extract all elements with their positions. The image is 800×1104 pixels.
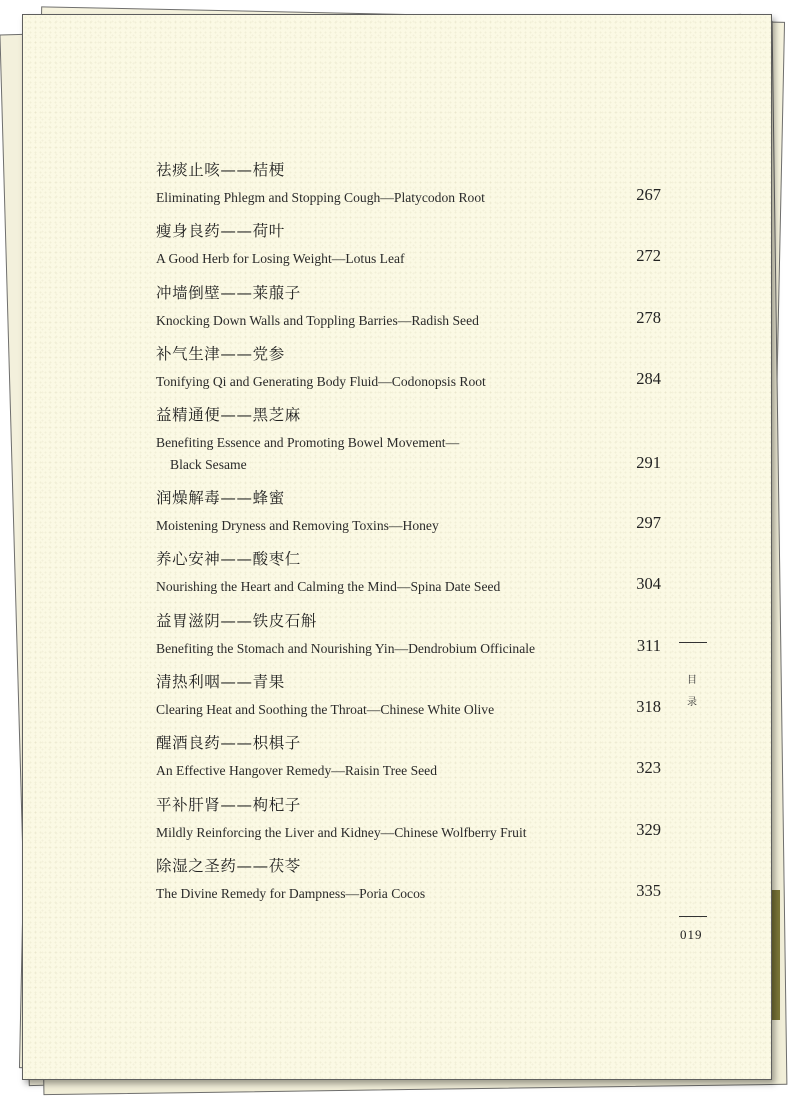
entry-page-number: 284 — [636, 368, 661, 388]
entry-title-zh: 平补肝肾——枸杞子 — [156, 795, 301, 814]
entry-page-number: 311 — [636, 635, 661, 655]
side-rule-top — [679, 642, 707, 643]
toc-entry[interactable] — [156, 342, 661, 403]
entry-page-number: 291 — [636, 453, 661, 473]
entry-title-zh: 醒酒良药——枳椇子 — [156, 734, 301, 753]
entry-title-en — [156, 432, 606, 476]
entry-page-number: 267 — [636, 185, 661, 204]
entry-title-en-continuation: Black Sesame — [170, 457, 247, 473]
entry-title-zh: 益胃滋阴——铁皮石斛 — [156, 611, 318, 630]
toc-entry[interactable] — [156, 219, 661, 280]
side-label-char: 目 — [687, 675, 697, 686]
entry-title-en: Nourishing the Heart and Calming the Mind—Spina Date Seed — [156, 579, 501, 595]
entry-page-number: 272 — [636, 246, 661, 266]
entry-title-zh: 清热利咽——青果 — [156, 673, 285, 692]
entry-title-en: Mildly Reinforcing the Liver and Kidney—Chinese Wolfberry Fruit — [156, 824, 527, 840]
toc-list — [156, 158, 661, 915]
toc-entry[interactable] — [156, 609, 661, 670]
entry-title-zh: 除湿之圣药——茯苓 — [156, 856, 301, 875]
entry-title-en: A Good Herb for Losing Weight—Lotus Leaf — [156, 251, 405, 267]
toc-entry[interactable] — [156, 793, 661, 854]
entry-title-zh: 益精通便——黑芝麻 — [156, 406, 301, 425]
entry-page-number: 278 — [636, 307, 661, 327]
entry-page-number: 304 — [636, 574, 661, 594]
contents-page — [22, 14, 772, 1080]
entry-title-zh: 祛痰止咳——桔梗 — [156, 161, 285, 179]
entry-page-number: 318 — [636, 697, 661, 717]
toc-entry[interactable] — [156, 403, 661, 486]
toc-entry[interactable] — [156, 731, 661, 792]
entry-title-en: Benefiting the Stomach and Nourishing Yin—Dendrobium Officinale — [156, 640, 536, 656]
entry-page-number: 297 — [636, 513, 661, 533]
entry-title-en: An Effective Hangover Remedy—Raisin Tree Seed — [156, 763, 438, 779]
toc-entry[interactable] — [156, 281, 661, 342]
entry-title-en: The Divine Remedy for Dampness—Poria Cocos — [156, 885, 426, 901]
entry-title-zh: 冲墙倒壁——莱菔子 — [156, 283, 301, 302]
entry-title-en: Knocking Down Walls and Toppling Barries—Radish Seed — [156, 312, 479, 328]
entry-page-number: 329 — [636, 819, 661, 839]
page-folio: 019 — [680, 927, 703, 942]
toc-entry[interactable] — [156, 486, 661, 547]
toc-entry[interactable] — [156, 547, 661, 608]
entry-title-en-line: Benefiting Essence and Promoting Bowel Movement— — [156, 435, 460, 451]
toc-entry[interactable] — [156, 158, 661, 219]
entry-title-en: Tonifying Qi and Generating Body Fluid—Codonopsis Root — [156, 373, 486, 389]
folio-rule — [679, 916, 707, 917]
toc-entry[interactable] — [156, 670, 661, 731]
entry-page-number: 323 — [636, 758, 661, 778]
entry-title-en: Clearing Heat and Soothing the Throat—Chinese White Olive — [156, 702, 495, 718]
toc-entry[interactable] — [156, 854, 661, 915]
entry-title-zh: 瘦身良药——荷叶 — [156, 222, 285, 241]
entry-title-en: Moistening Dryness and Removing Toxins—Honey — [156, 518, 439, 534]
entry-title-zh: 补气生津——党参 — [156, 344, 285, 363]
side-label-char: 录 — [687, 697, 697, 708]
entry-title-en: Eliminating Phlegm and Stopping Cough—Platycodon Root — [156, 190, 485, 205]
entry-title-zh: 润燥解毒——蜂蜜 — [156, 489, 285, 508]
entry-page-number: 335 — [636, 880, 661, 900]
entry-title-zh: 养心安神——酸枣仁 — [156, 550, 301, 569]
